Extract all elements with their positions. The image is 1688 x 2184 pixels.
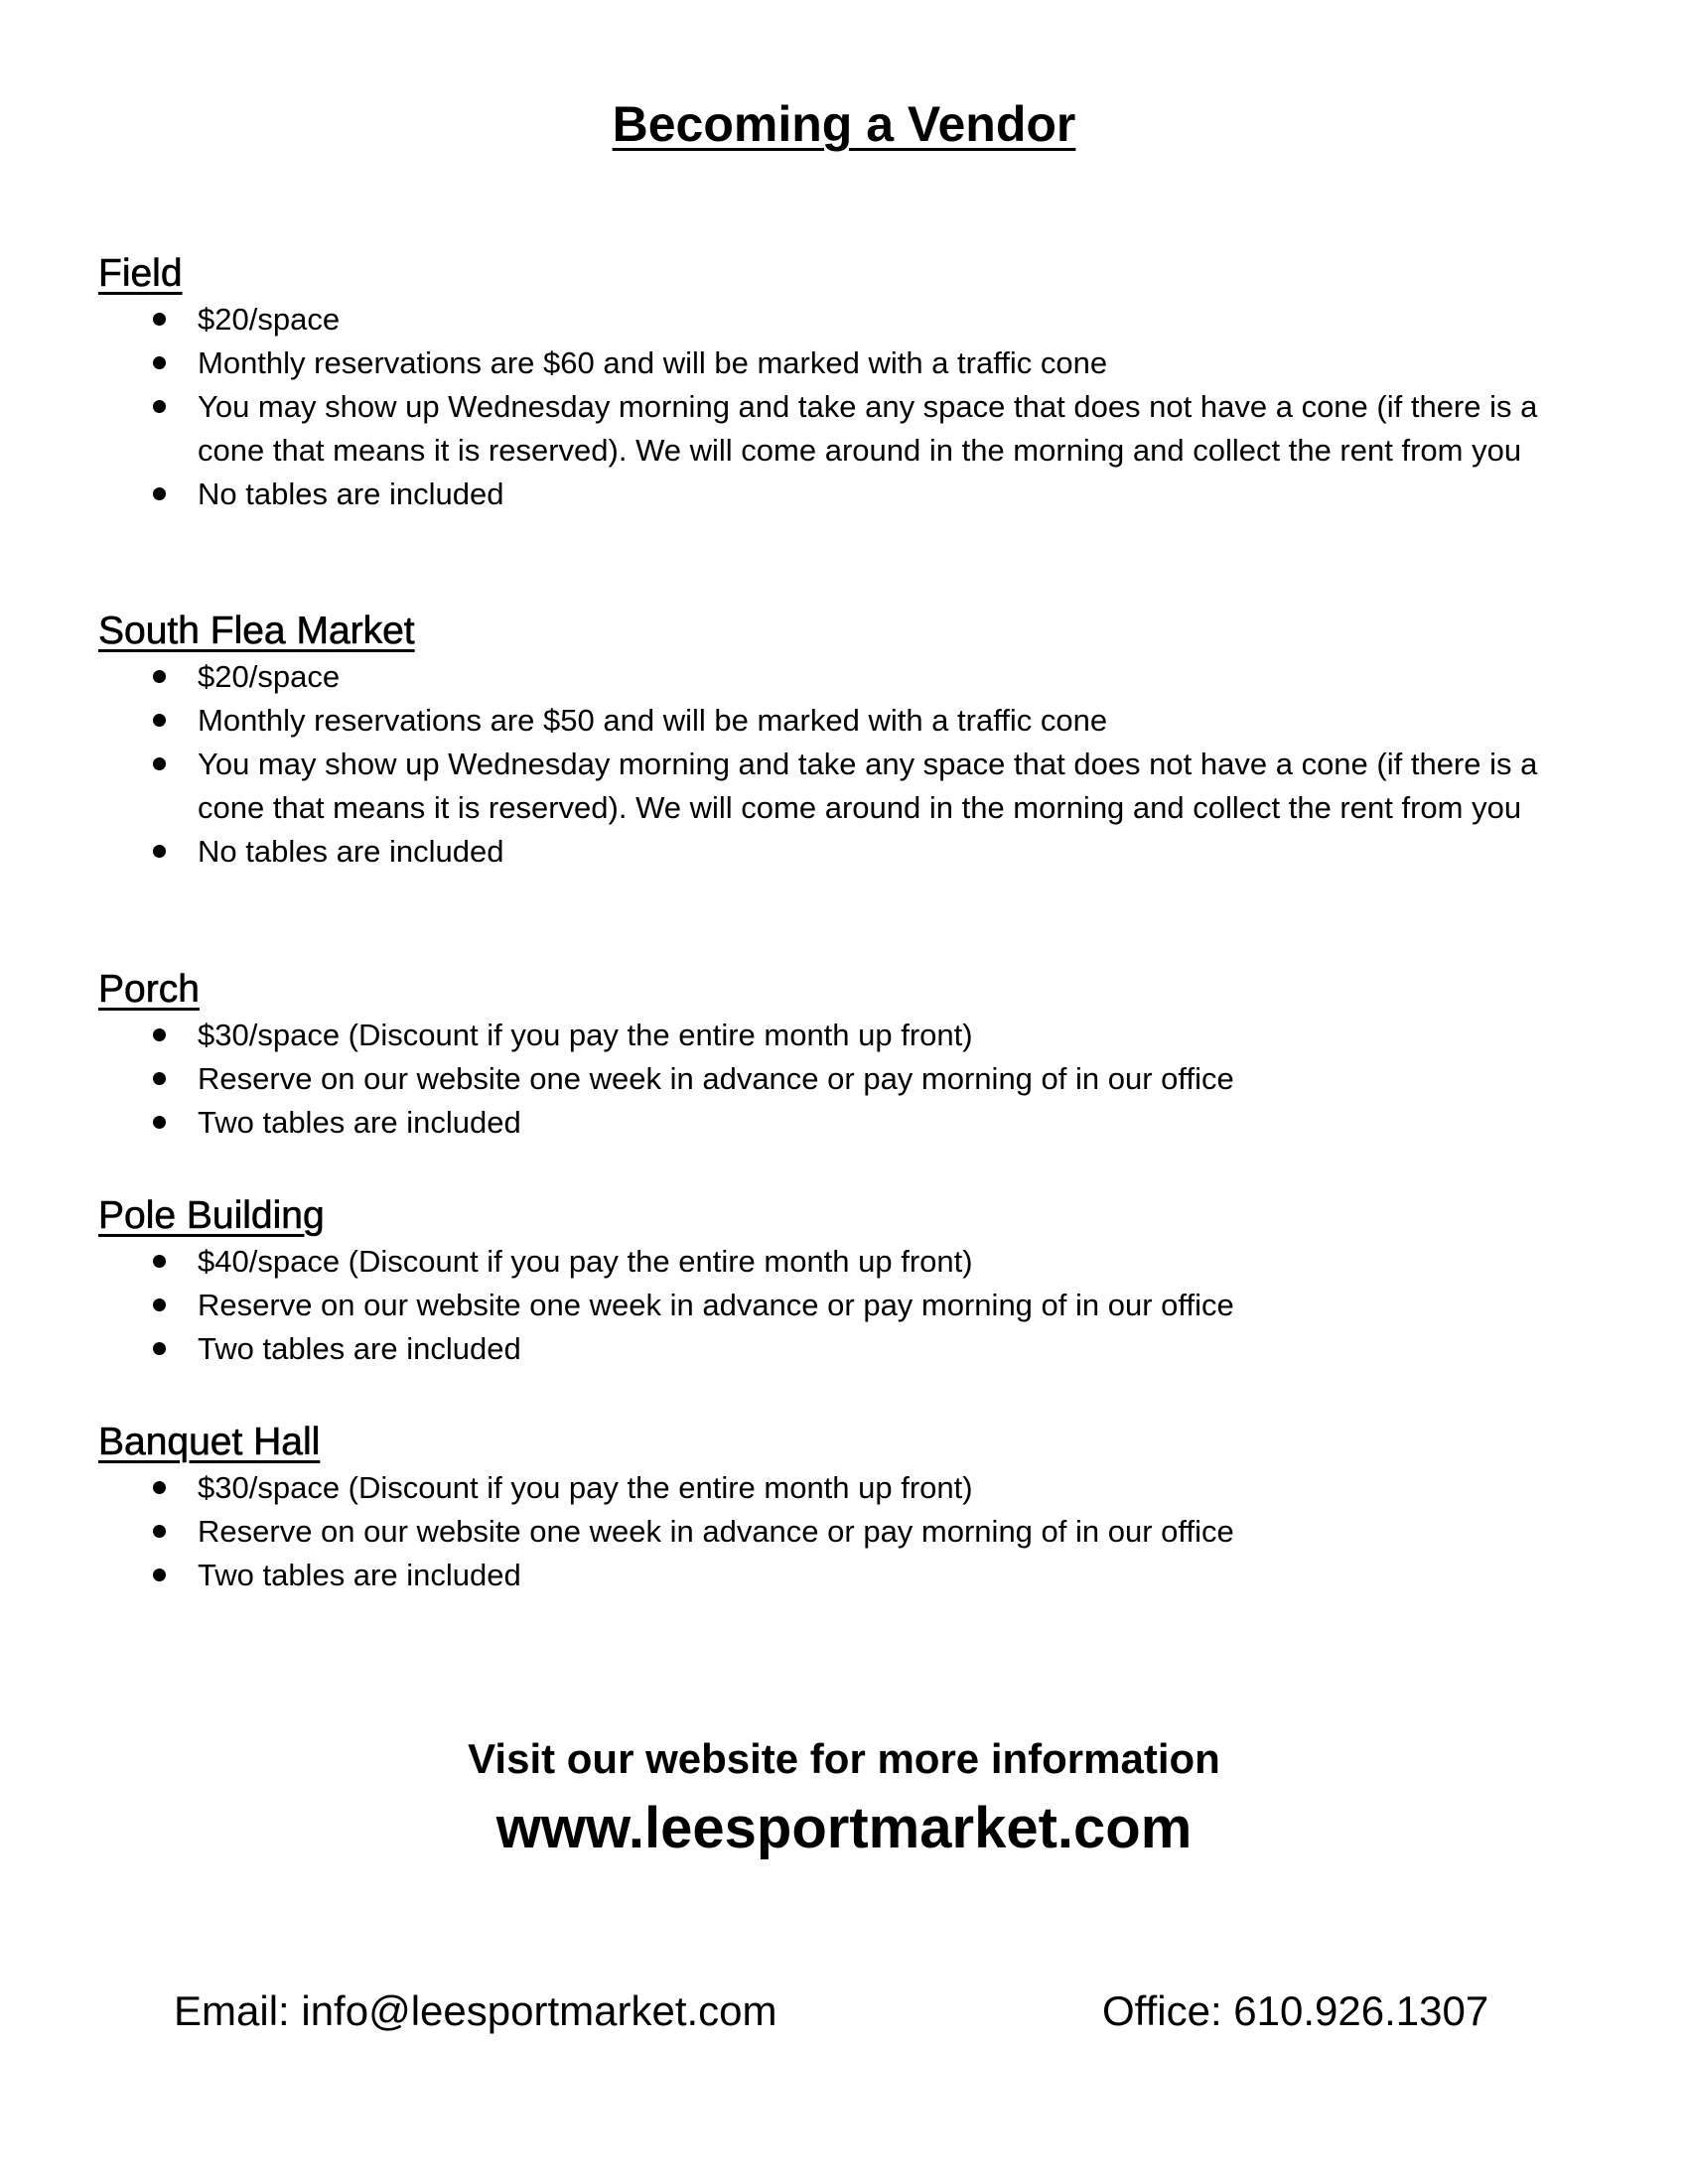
bullet-icon [153,1525,166,1538]
bullet-icon [153,487,166,500]
bullet-icon [153,845,166,858]
list-item [98,1510,1608,1554]
bullet-list [98,1014,1608,1145]
bullet-icon [153,400,166,413]
office-phone: Office: 610.926.1307 [1102,1987,1489,2034]
section-field [98,250,1608,516]
list-item-text: $20/space [198,659,341,694]
section-banquet-hall [98,1419,1608,1597]
page-title: Becoming a Vendor [612,96,1076,152]
list-item-text: $30/space (Discount if you pay the entire month up front) [198,1018,973,1052]
list-item [98,655,1608,699]
list-item [98,1554,1608,1597]
list-item-text: $40/space (Discount if you pay the entire month up front) [198,1244,973,1279]
list-item-text: Monthly reservations are $60 and will be marked with a traffic cone [198,345,1108,380]
list-item [98,341,1608,385]
list-item [98,1057,1608,1101]
bullet-icon [153,1072,166,1085]
list-item [98,699,1608,743]
list-item [98,1014,1608,1057]
bullet-icon [153,1569,166,1581]
bullet-icon [153,1481,166,1494]
section-pole-building [98,1192,1608,1371]
list-item-text: Reserve on our website one week in advance or pay morning of in our office [198,1514,1234,1549]
list-item [98,1101,1608,1145]
bullet-icon [153,670,166,683]
bullet-icon [153,313,166,326]
section-heading: Porch [98,968,200,1011]
list-item [98,1240,1608,1284]
list-item-text: No tables are included [198,477,504,511]
section-porch [98,966,1608,1145]
list-item [98,385,1608,473]
bullet-list [98,655,1608,874]
list-item-text: Reserve on our website one week in advance or pay morning of in our office [198,1288,1234,1322]
bullet-icon [153,1255,166,1268]
bullet-icon [153,1298,166,1311]
list-item-text: Reserve on our website one week in advance or pay morning of in our office [198,1061,1234,1096]
bullet-icon [153,1116,166,1129]
bullet-list [98,1466,1608,1597]
list-item [98,1284,1608,1327]
section-heading: Field [98,252,183,295]
website-url: www.leesportmarket.com [495,1796,1193,1860]
email-contact: Email: info@leesportmarket.com [174,1987,777,2034]
bullet-icon [153,714,166,727]
list-item-text: No tables are included [198,834,504,869]
bullet-list [98,1240,1608,1371]
section-heading: Pole Building [98,1194,325,1237]
list-item [98,743,1608,830]
section-heading: South Flea Market [98,610,415,652]
section-south-flea-market [98,608,1608,874]
list-item-text: Monthly reservations are $50 and will be marked with a traffic cone [198,703,1108,738]
bullet-icon [153,757,166,770]
section-heading: Banquet Hall [98,1421,321,1463]
list-item [98,830,1608,874]
bullet-icon [153,1342,166,1355]
list-item-text: Two tables are included [198,1331,521,1366]
list-item-text: Two tables are included [198,1558,521,1592]
bullet-icon [153,356,166,369]
list-item [98,1466,1608,1510]
list-item-text: Two tables are included [198,1105,521,1140]
list-item [98,473,1608,516]
bullet-icon [153,1028,166,1041]
list-item-text: $30/space (Discount if you pay the entire month up front) [198,1470,973,1505]
list-item [98,298,1608,341]
list-item [98,1327,1608,1371]
list-item-text: You may show up Wednesday morning and take any space that does not have a cone (if there is a cone that means it is reserved). We will come around in the morning and collect the rent from you [198,389,1538,468]
bullet-list [98,298,1608,516]
list-item-text: $20/space [198,302,341,337]
list-item-text: You may show up Wednesday morning and take any space that does not have a cone (if there is a cone that means it is reserved). We will come around in the morning and collect the rent from you [198,747,1538,825]
visit-website-text: Visit our website for more information [468,1735,1220,1782]
